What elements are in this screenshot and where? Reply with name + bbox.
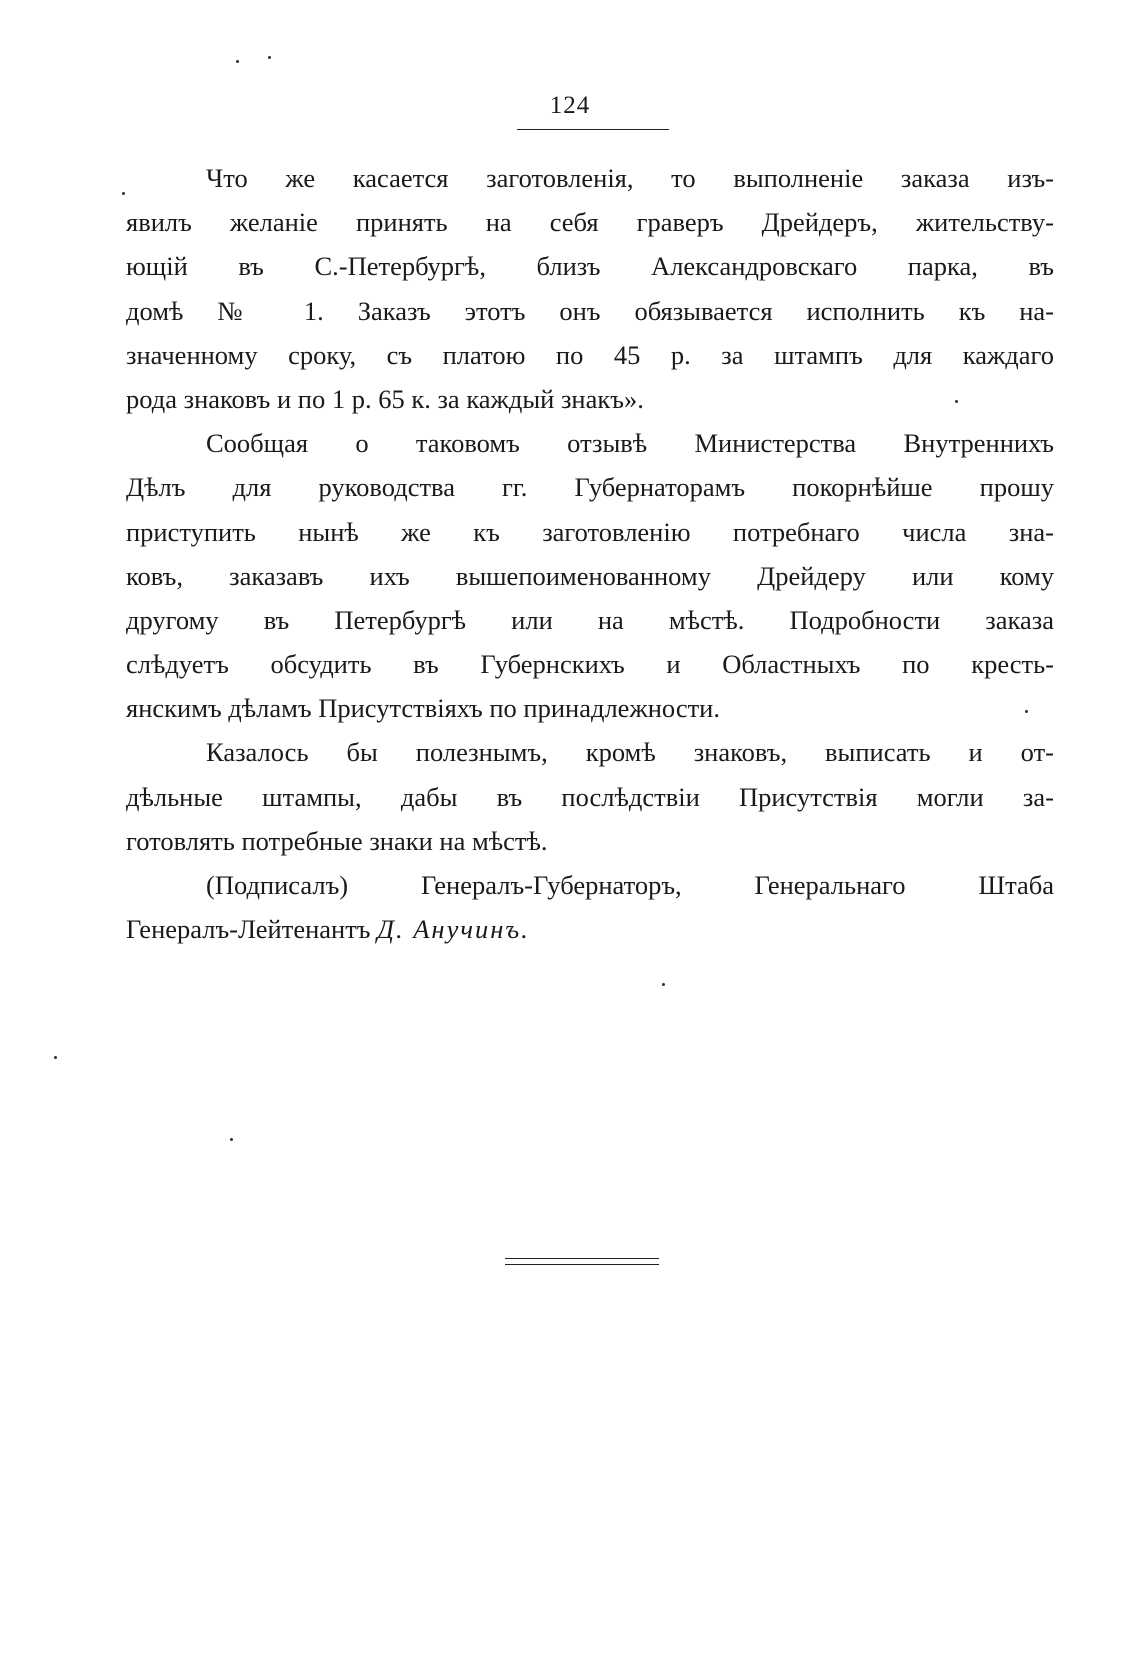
closing-title: Генералъ-Лейтенантъ <box>126 914 378 945</box>
paragraph-2-line-6: слѣдуетъ обсудить въ Губернскихъ и Областныхъ по кресть- <box>126 649 1054 680</box>
paragraph-2-line-3: приступить нынѣ же къ заготовленію потребнаго числа зна- <box>126 516 1054 547</box>
scan-speck <box>236 60 239 63</box>
signature: Д. Анучинъ. <box>377 914 530 945</box>
paragraph-1-line-6: рода знаковъ и по 1 р. 65 к. за каждый знакъ». <box>126 383 644 414</box>
paragraph-1-line-1: Что же касается заготовленія, то выполненіе заказа изъ- <box>206 163 1054 193</box>
closing-line-2 <box>126 907 1054 951</box>
end-rule-top <box>505 1258 659 1259</box>
document-body <box>126 156 1054 951</box>
scan-speck <box>122 192 125 195</box>
paragraph-2-line-2: Дѣлъ для руководства гг. Губернаторамъ покорнѣйше прошу <box>126 472 1054 503</box>
paragraph-1-line-5: значенному сроку, съ платою по 45 р. за штампъ для каждаго <box>126 339 1054 370</box>
header-rule <box>517 129 669 130</box>
paragraph-3-line-3: готовлять потребные знаки на мѣстѣ. <box>126 825 548 856</box>
paragraph-1-line-3: ющій въ С.-Петербургѣ, близъ Александровскаго парка, въ <box>126 251 1054 282</box>
end-rule-bottom <box>505 1264 659 1265</box>
scan-speck <box>54 1056 57 1059</box>
closing-line-1: (Подписалъ) Генералъ-Губернаторъ, Генеральнаго Штаба <box>206 870 1054 900</box>
paragraph-2-line-4: ковъ, заказавъ ихъ вышепоименованному Дрейдеру или кому <box>126 560 1054 591</box>
paragraph-1-line-4: домѣ № 1. Заказъ этотъ онъ обязывается исполнить къ на- <box>126 295 1054 326</box>
page-number: 124 <box>549 92 591 119</box>
paragraph-2-line-1: Сообщая о таковомъ отзывѣ Министерства Внутреннихъ <box>206 428 1054 459</box>
paragraph-2-line-5: другому въ Петербургѣ или на мѣстѣ. Подробности заказа <box>126 604 1054 635</box>
paragraph-3-line-1: Казалось бы полезнымъ, кромѣ знаковъ, выписать и от- <box>206 737 1054 768</box>
paragraph-2-line-7: янскимъ дѣламъ Присутствіяхъ по принадлежности. <box>126 693 720 724</box>
scan-speck <box>268 56 271 59</box>
paragraph-3-line-2: дѣльные штампы, дабы въ послѣдствіи Присутствія могли за- <box>126 781 1054 812</box>
scan-speck <box>1025 710 1028 713</box>
scan-speck <box>955 400 958 403</box>
scan-speck <box>662 983 665 986</box>
paragraph-1-line-2: явилъ желаніе принять на себя граверъ Дрейдеръ, жительству- <box>126 207 1054 238</box>
scan-speck <box>230 1138 233 1141</box>
